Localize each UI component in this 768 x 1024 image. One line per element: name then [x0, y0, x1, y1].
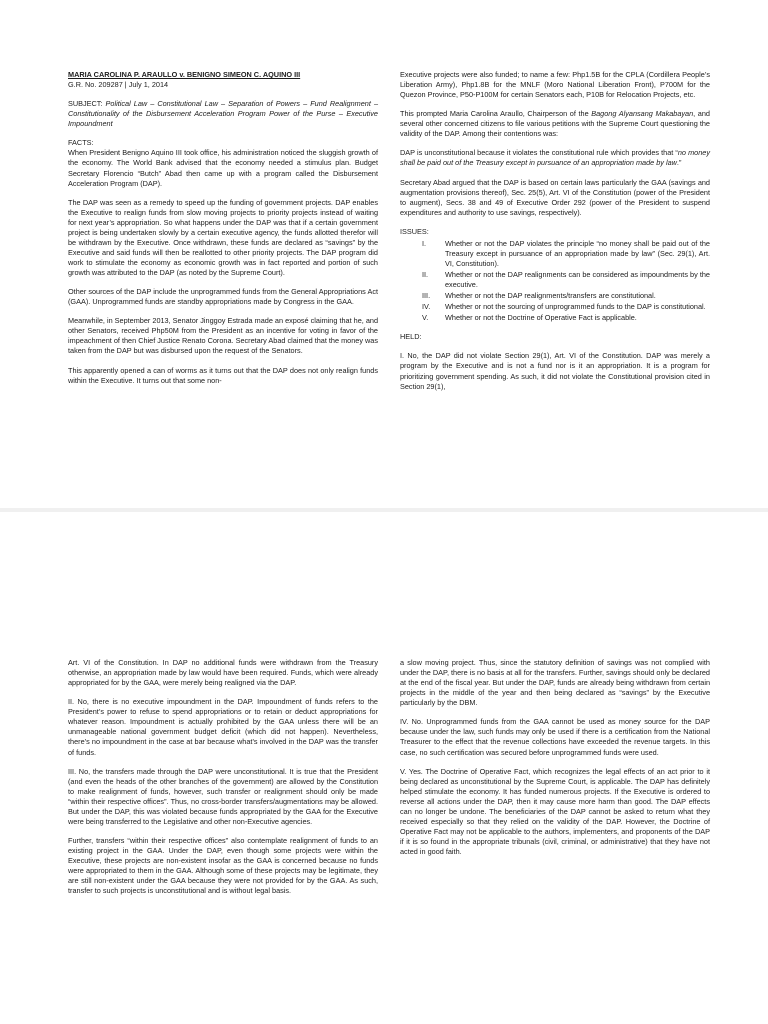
paragraph-text: This prompted Maria Carolina Araullo, Chairperson of the	[400, 109, 592, 119]
page1-left-column	[68, 70, 378, 395]
facts-paragraph-3: Other sources of the DAP include the unprogrammed funds from the General Appropriations Act (GAA). Unprogrammed funds are standby appropriations made by Congress in the GAA.	[68, 287, 378, 307]
subject-text: Political Law – Constitutional Law – Separation of Powers – Fund Realignment – Constitutionality of the Disbursement Acceleration Program Power of the Purse – Executive Impoundment	[68, 99, 379, 129]
issue-text: Whether or not the Doctrine of Operative Fact is applicable.	[445, 313, 637, 323]
held-paragraph-7: V. Yes. The Doctrine of Operative Fact, which recognizes the legal effects of an act prior to it being declared as unconstitutional by the Supreme Court, is applicable. The DAP has definitely helped stimulate the economy. It has funded numerous projects. If the Executive is ordered to reverse all actions under the DAP, then it may cause more harm than good. The DAP effects can no longer be undone. The beneficiaries of the DAP cannot be asked to return what they received especially so that they relied on the validity of the DAP. However, the Doctrine of Operative Fact may not be applicable to the authors, implementers, and proponents of the DAP if it is so found in the appropriate tribunals (civil, criminal, or administrative) that they have not acted in good faith.	[400, 766, 710, 857]
list-item	[400, 239, 710, 269]
subject-paragraph	[68, 99, 378, 129]
issue-number: IV.	[422, 302, 431, 312]
held-paragraph-1-continued: Art. VI of the Constitution. In DAP no additional funds were withdrawn from the Treasury otherwise, an appropriation made by law would have been required. Funds, which were already appropriated for by the GAA, were merely being realigned via the DAP.	[68, 658, 378, 688]
issue-number: I.	[422, 238, 427, 248]
issue-number: III.	[422, 291, 431, 301]
document-page-2	[0, 512, 768, 1024]
held-paragraph-6: IV. No. Unprogrammed funds from the GAA cannot be used as money source for the DAP because under the law, such funds may only be used if there is a certification from the National Treasurer to the effect that the revenue collections have exceeded the revenue targets. In this case, no such certification was secured before unprogrammed funds were used.	[400, 717, 710, 757]
list-item	[400, 270, 710, 290]
held-heading: HELD:	[400, 332, 422, 342]
facts-heading: FACTS:	[68, 138, 94, 148]
list-item	[400, 313, 710, 323]
paragraph-text: .”	[676, 158, 682, 168]
abad-argument-paragraph: Secretary Abad argued that the DAP is based on certain laws particularly the GAA (savings and augmentation provisions thereof), Sec. 25(5), Art. VI of the Constitution (power of the President to augment), Secs. 38 and 49 of Executive Order 292 (power of the President to suspend expenditures and authority to use savings, respectively).	[400, 177, 710, 217]
page1-right-column	[400, 70, 710, 401]
constitutional-quote: no money shall be paid out of the Treasury except in pursuance of an appropriation made by law	[400, 148, 711, 168]
issues-heading: ISSUES:	[400, 226, 429, 236]
held-paragraph-4: Further, transfers “within their respective offices” also contemplate realignment of funds to an existing project in the GAA. Under the DAP, even though some projects were within the Executive, these projects are non-existent insofar as the GAA is concerned because no funds were appropriated to them in the GAA. Although some of these projects may be legitimate, they are still non-existent under the GAA because they were not provided for by the GAA. As such, transfer to such projects is unconstitutional and is without legal basis.	[68, 835, 378, 896]
issue-text: Whether or not the sourcing of unprogrammed funds to the DAP is constitutional.	[445, 302, 706, 312]
issue-number: V.	[422, 313, 429, 323]
held-paragraph-1: I. No, the DAP did not violate Section 29(1), Art. VI of the Constitution. DAP was merely a program by the Executive and is not a fund nor is it an appropriation. It is a program for prioritizing government spending. As such, it did not violate the Constitutional provision cited in Section 29(1),	[400, 351, 710, 391]
page2-right-column	[400, 658, 710, 866]
organization-name: Bagong Alyansang Makabayan	[591, 109, 694, 119]
subject-label: SUBJECT:	[68, 99, 103, 109]
held-paragraph-5: a slow moving project. Thus, since the statutory definition of savings was not complied with under the DAP, there is no basis at all for the transfers. Further, savings should only be declared at the end of the fiscal year. But under the DAP, funds are already being withdrawn from certain projects in the middle of the year and then being declared as “savings” by the Executive particularly by the DBM.	[400, 658, 710, 708]
list-item	[400, 302, 710, 312]
contention-paragraph	[400, 148, 710, 168]
issue-text: Whether or not the DAP realignments/transfers are constitutional.	[445, 291, 656, 301]
case-title: MARIA CAROLINA P. ARAULLO v. BENIGNO SIMEON C. AQUINO III	[68, 70, 301, 79]
paragraph-text: , and several other concerned citizens to file various petitions with the Supreme Court questioning the validity of the DAP. Among their contentions was:	[400, 109, 710, 139]
issues-list	[400, 239, 710, 324]
facts-paragraph-2: The DAP was seen as a remedy to speed up the funding of government projects. DAP enables the Executive to realign funds from slow moving projects to priority projects instead of waiting for next year’s appropriation. So what happens under the DAP was that if a certain government project is being undertaken slowly by a certain executive agency, the funds allotted therefor will be withdrawn by the Executive. Once withdrawn, these funds are declared as “savings” by the Executive and said funds will then be reallotted to other priority projects. The DAP program did work to stimulate the economy as economic growth was in fact reported and portion of such growth was attributed to the DAP (as noted by the Supreme Court).	[68, 197, 378, 278]
issue-text: Whether or not the DAP realignments can be considered as impoundments by the executive.	[445, 270, 710, 290]
facts-paragraph-6: Executive projects were also funded; to name a few: Php1.5B for the CPLA (Cordillera People’s Liberation Army), Php1.8B for the MNLF (Moro National Liberation Front), P700M for the Quezon Province, P50-P100M for certain Senators each, P10B for Relocation Projects, etc.	[400, 70, 710, 100]
facts-paragraph-1: When President Benigno Aquino III took office, his administration noticed the sluggish growth of the economy. The World Bank advised that the economy needed a stimulus plan. Budget Secretary Florencio “Butch” Abad then came up with a program called the Disbursement Acceleration Program (DAP).	[68, 148, 378, 188]
facts-paragraph-4: Meanwhile, in September 2013, Senator Jinggoy Estrada made an exposé claiming that he, and other Senators, received Php50M from the President as an incentive for voting in favor of the impeachment of then Chief Justice Renato Corona. Secretary Abad claimed that the money was taken from the DAP but was disbursed upon the request of the Senators.	[68, 316, 378, 356]
facts-paragraph-7	[400, 109, 710, 139]
held-paragraph-2: II. No, there is no executive impoundment in the DAP. Impoundment of funds refers to the President’s power to refuse to spend appropriations or to retain or deduct appropriations for whatever reason. Impoundment is actually prohibited by the GAA unless there will be an unmanageable national government budget deficit (which did not happen). Nevertheless, there’s no impoundment in the case at bar because what’s involved in the DAP was the transfer of funds.	[68, 697, 378, 757]
list-item	[400, 291, 710, 301]
held-paragraph-3: III. No, the transfers made through the DAP were unconstitutional. It is true that the President (and even the heads of the other branches of the government) are allowed by the Constitution to make realignment of funds, however, such transfer or realignment should only be made “within their respective offices”. Thus, no cross-border transfers/augmentations may be allowed. But under the DAP, this was violated because funds appropriated by the GAA for the Executive were being transferred to the Legislative and other non-Executive agencies.	[68, 766, 378, 826]
facts-paragraph-5: This apparently opened a can of worms as it turns out that the DAP does not only realign funds within the Executive. It turns out that some non-	[68, 365, 378, 385]
issue-text: Whether or not the DAP violates the principle “no money shall be paid out of the Treasury except in pursuance of an appropriation made by law” (Sec. 29(1), Art. VI, Constitution).	[445, 238, 710, 268]
paragraph-text: DAP is unconstitutional because it violates the constitutional rule which provides that “	[400, 148, 678, 158]
page2-left-column	[68, 658, 378, 905]
issue-number: II.	[422, 270, 429, 279]
case-number: G.R. No. 209287 | July 1, 2014	[68, 80, 169, 90]
